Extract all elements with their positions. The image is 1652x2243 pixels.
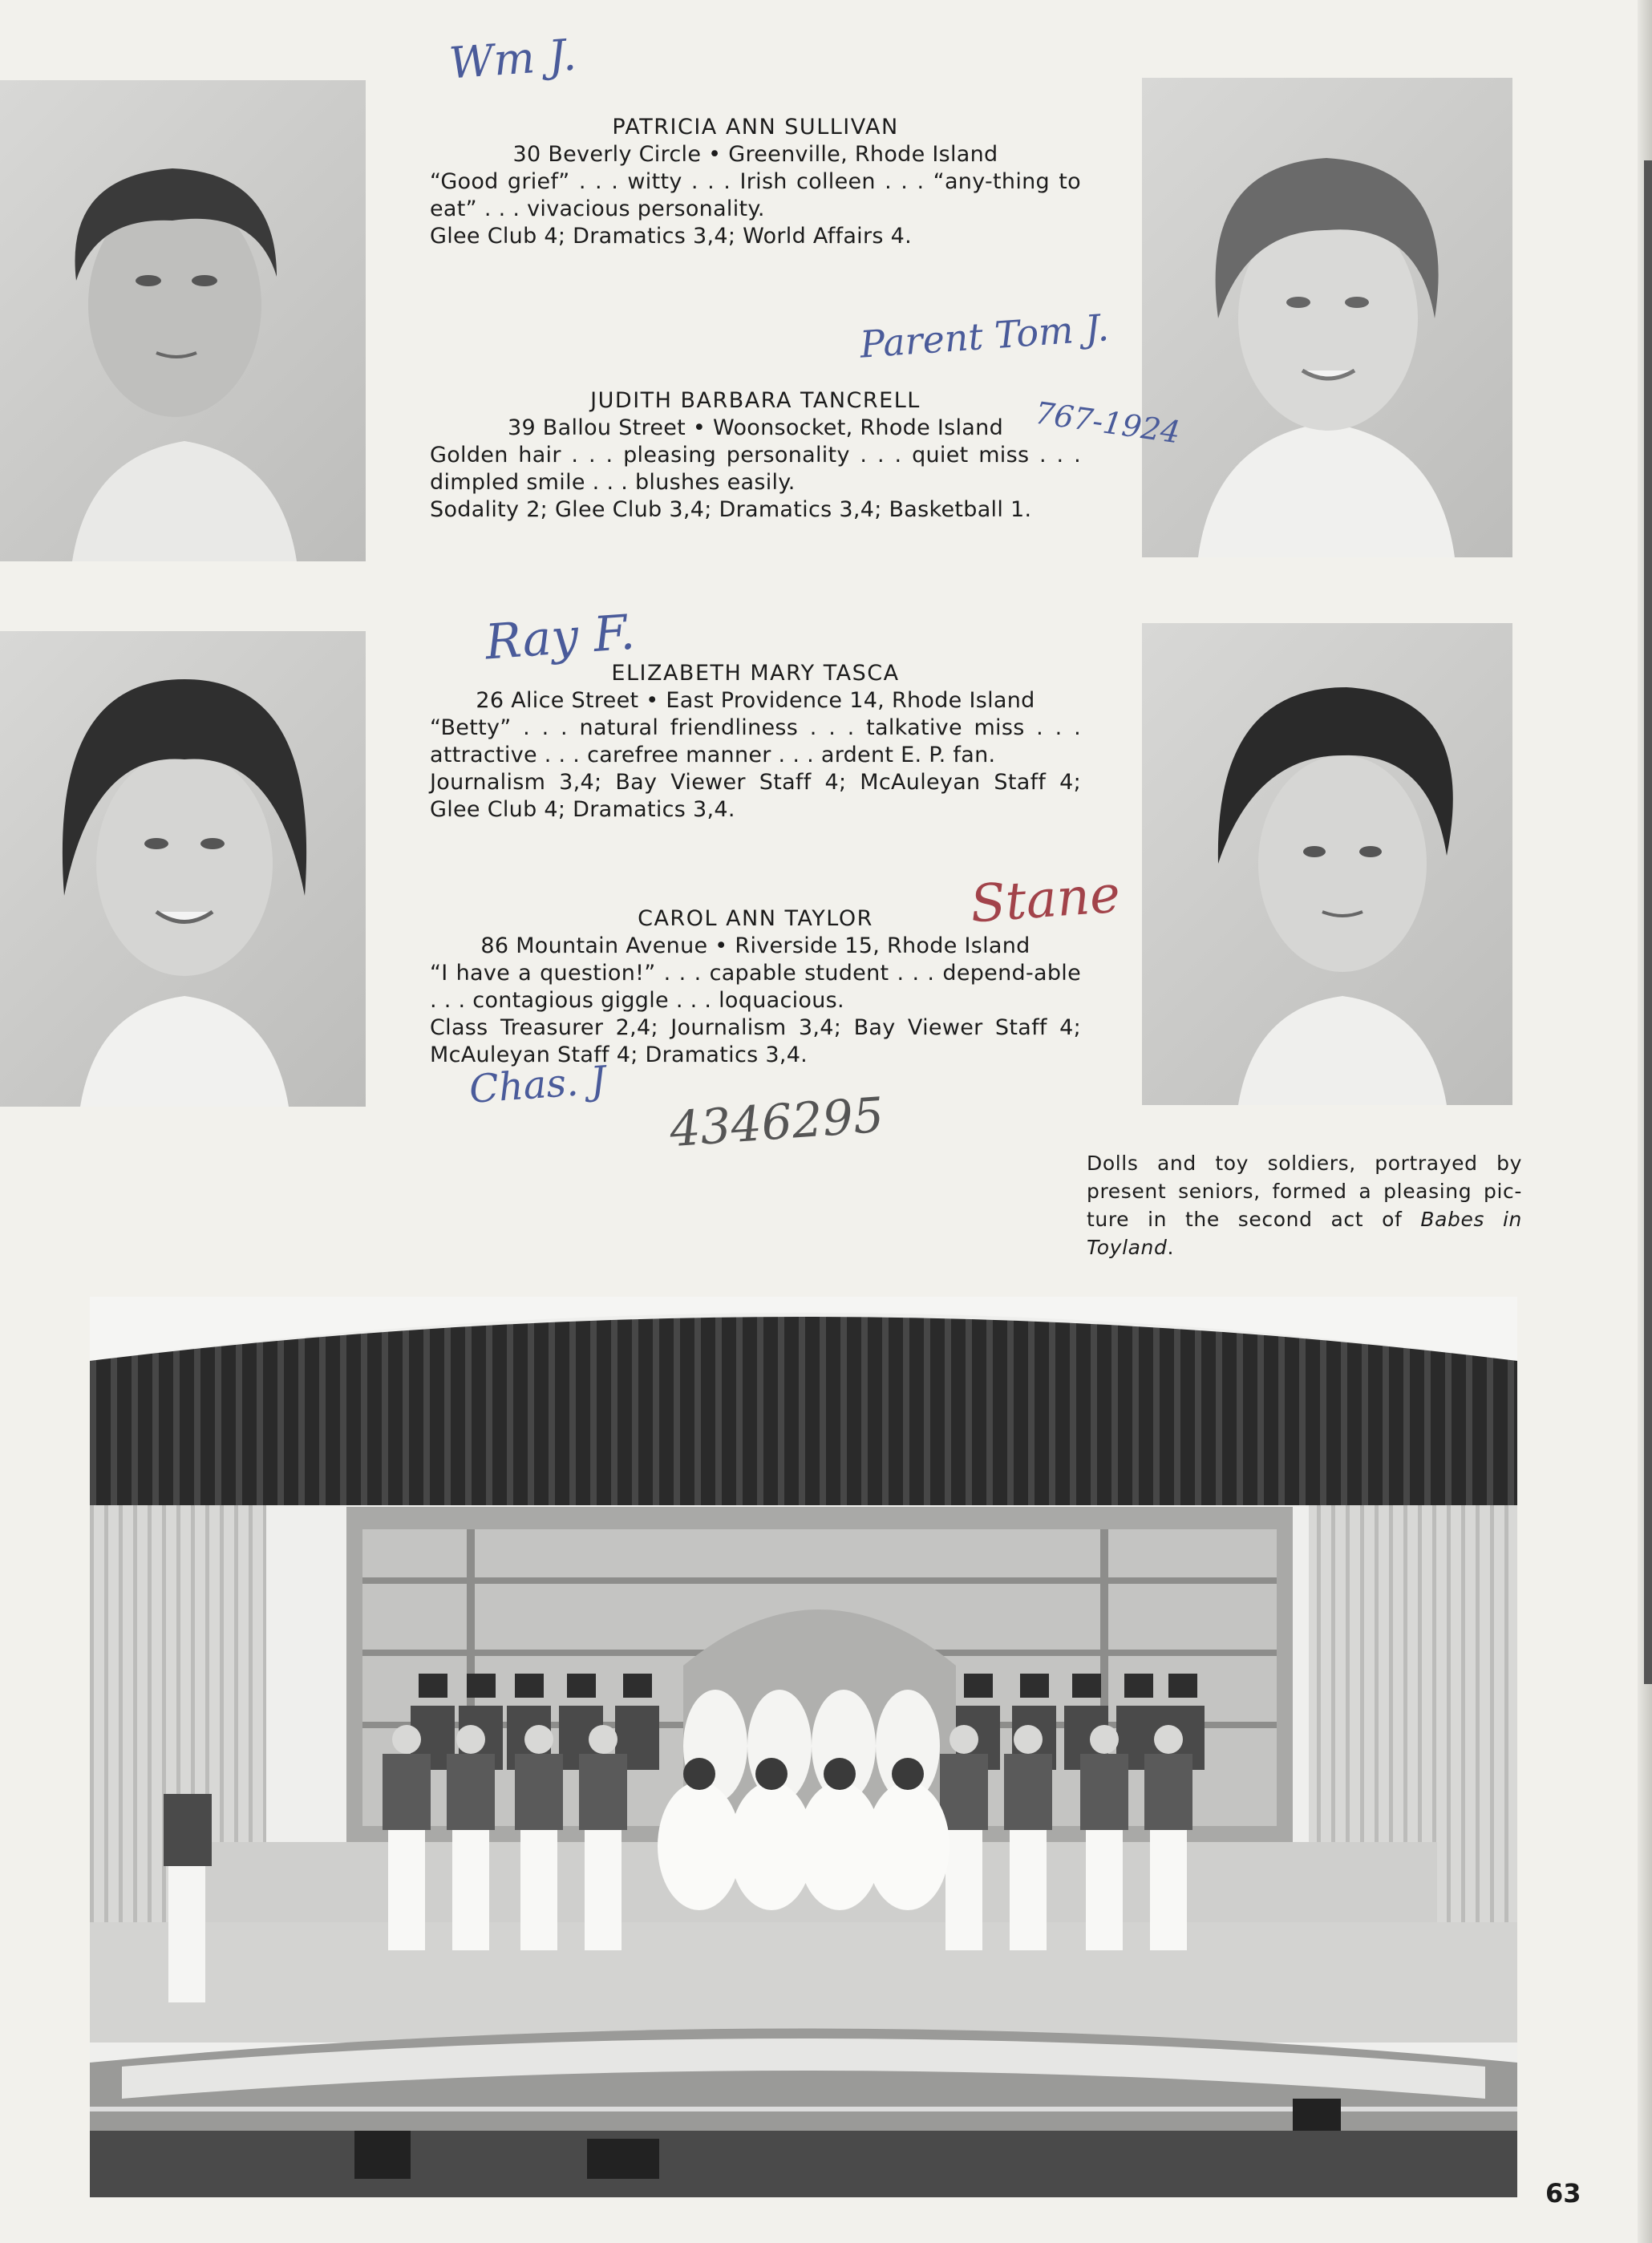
portrait-sullivan [0, 80, 366, 561]
student-address: 39 Ballou Street • Woonsocket, Rhode Island [507, 415, 1004, 440]
handwritten-note: Stane [968, 864, 1123, 935]
student-address: 86 Mountain Avenue • Riverside 15, Rhode Island [480, 933, 1030, 958]
caption-play-title: Babes in Toyland [1087, 1208, 1522, 1259]
handwritten-note: 4346295 [667, 1087, 886, 1159]
student-name: ELIZABETH MARY TASCA [611, 661, 900, 686]
student-activities: Journalism 3,4; Bay Viewer Staff 4; McAuleyan Staff 4; Glee Club 4; Dramatics 3,4. [430, 770, 1081, 822]
photo-caption [1087, 1149, 1522, 1261]
student-description: “I have a question!” . . . capable student . . . depend-able . . . contagious giggle . . . loquacious. [430, 961, 1081, 1013]
handwritten-note: Wm J. [447, 29, 578, 89]
handwritten-note: Parent Tom J. [858, 306, 1111, 366]
student-address: 26 Alice Street • East Providence 14, Rhode Island [476, 688, 1035, 713]
student-activities: Class Treasurer 2,4; Journalism 3,4; Bay Viewer Staff 4; McAuleyan Staff 4; Dramatics 3,4. [430, 1015, 1081, 1067]
bio-tasca [430, 660, 1081, 824]
page-edge-mark [1644, 160, 1652, 1684]
student-description: “Good grief” . . . witty . . . Irish colleen . . . “any-thing to eat” . . . vivacious personality. [430, 169, 1081, 221]
page-number: 63 [1545, 2178, 1581, 2209]
student-address: 30 Beverly Circle • Greenville, Rhode Island [512, 142, 998, 167]
student-activities: Glee Club 4; Dramatics 3,4; World Affairs 4. [430, 224, 912, 249]
portrait-tasca [0, 631, 366, 1107]
stage-photo [90, 1297, 1517, 2197]
caption-end: . [1167, 1236, 1174, 1259]
student-name: PATRICIA ANN SULLIVAN [612, 115, 899, 140]
bio-tancrell [430, 387, 1081, 524]
portrait-tancrell [1142, 78, 1512, 557]
caption-text: Dolls and toy soldiers, portrayed by present seniors, formed a pleasing pic-ture in the second act of [1087, 1152, 1522, 1231]
handwritten-note: Chas. J [468, 1058, 608, 1112]
handwritten-note: Ray F. [483, 604, 637, 671]
student-description: Golden hair . . . pleasing personality . . . quiet miss . . . dimpled smile . . . blushes easily. [430, 443, 1081, 495]
bio-sullivan [430, 114, 1081, 250]
student-description: “Betty” . . . natural friendliness . . . talkative miss . . . attractive . . . carefree manner . . . ardent E. P. fan. [430, 715, 1081, 767]
handwritten-note: 767-1924 [1032, 395, 1183, 451]
student-name: JUDITH BARBARA TANCRELL [590, 388, 921, 413]
portrait-taylor [1142, 623, 1512, 1105]
student-activities: Sodality 2; Glee Club 3,4; Dramatics 3,4; Basketball 1. [430, 497, 1032, 522]
student-name: CAROL ANN TAYLOR [638, 906, 873, 931]
